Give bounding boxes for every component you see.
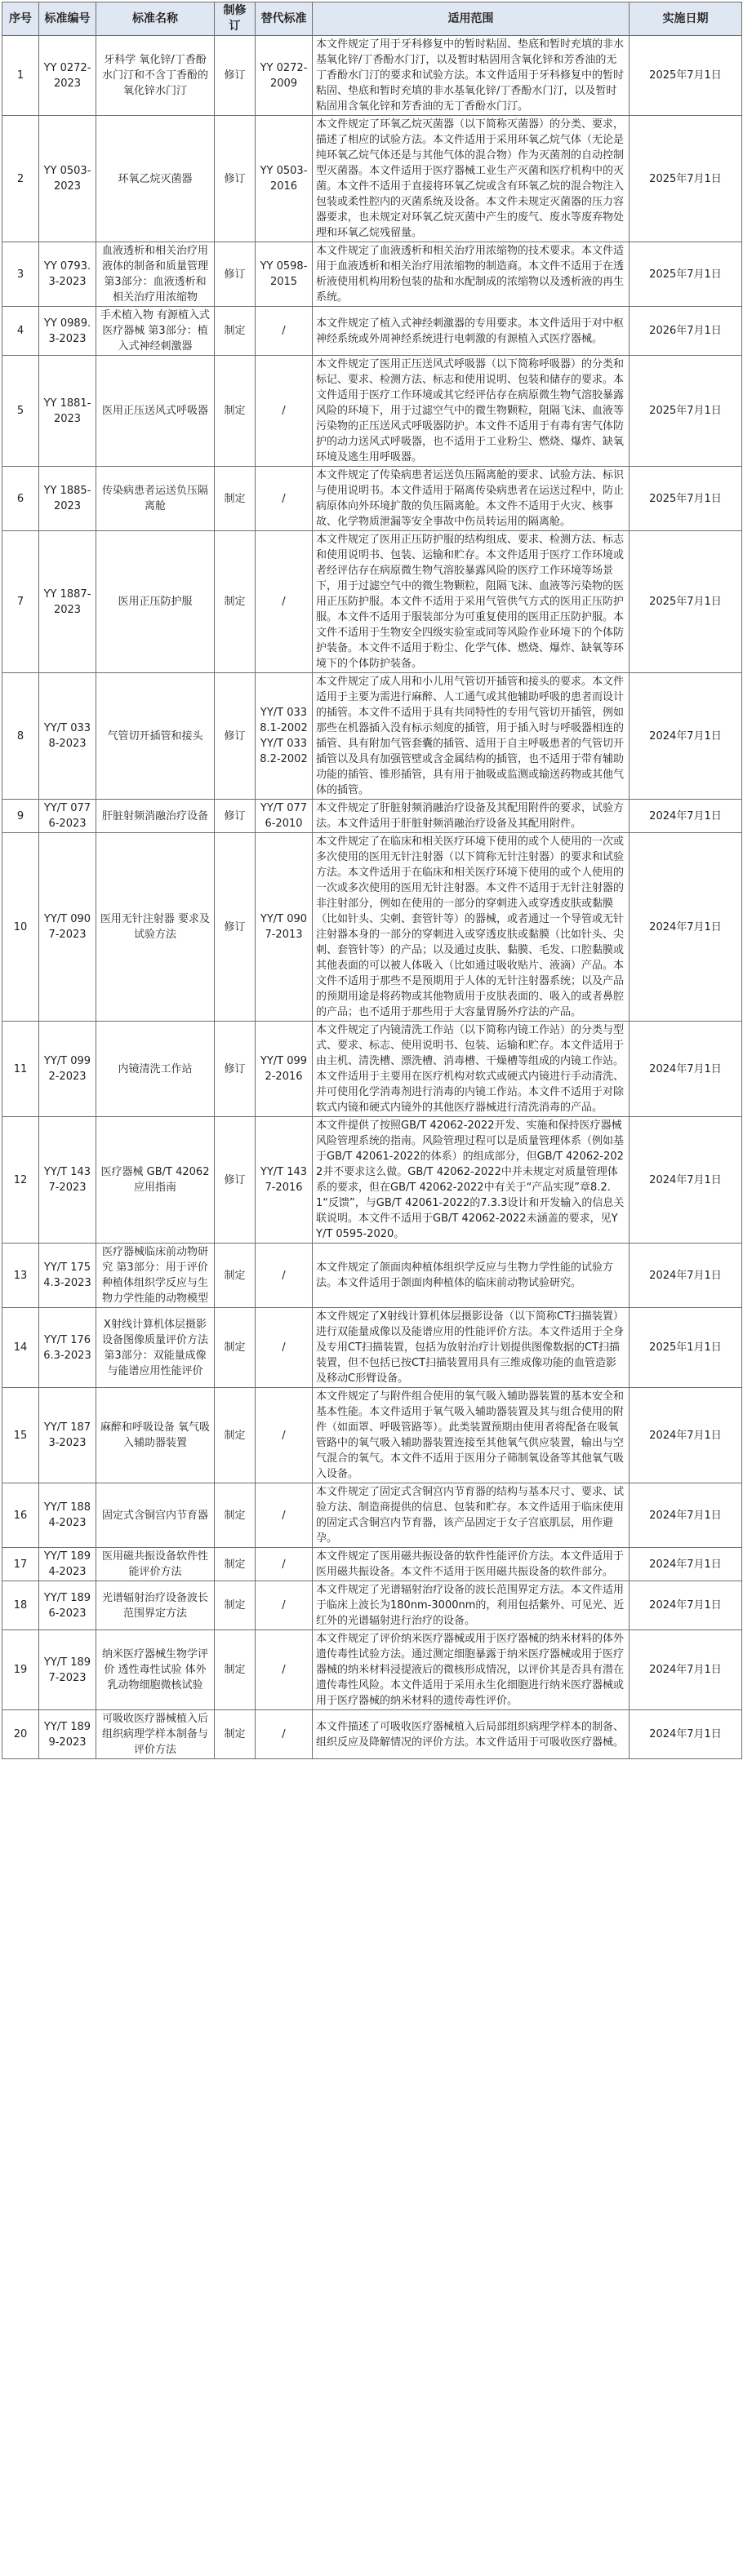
cell-standard-name: 医用正压送风式呼吸器 <box>96 356 215 467</box>
cell-scope: 本文件规定了固定式含铜宫内节育器的结构与基本尺寸、要求、试验方法、制造商提供的信息、包装和贮存。本文件适用于临床使用的固定式含铜宫内节育器，该产品固定于女子宫底肌层，用作避孕。 <box>313 1483 630 1548</box>
cell-index: 11 <box>2 1022 39 1117</box>
cell-standard-code: YY 1887-2023 <box>39 531 96 673</box>
cell-implementation-date: 2026年7月1日 <box>630 307 742 356</box>
cell-standard-name: 固定式含铜宫内节育器 <box>96 1483 215 1548</box>
header-code: 标准编号 <box>39 2 96 36</box>
header-row <box>2 2 742 36</box>
cell-scope: 本文件提供了按照GB/T 42062-2022开发、实施和保持医疗器械风险管理系统的指南。风险管理过程可以是质量管理体系（例如基于GB/T 42061-2022的体系）的组成部分，但GB/T 42062-2022并不要求这么做。GB/T 42062-2022中并未规定对质量管理体系的要求，但在GB/T 42062-2022中有关于“产品实现”章8.2.1“反馈”，与GB/T 42061-2022的7.3.3设计和开发输入的信息关联说明。本文件不适用于GB/T 42062-2022未涵盖的要求，见YY/T 0595-2020。 <box>313 1117 630 1244</box>
cell-standard-name: 血液透析和相关治疗用液体的制备和质量管理 第3部分：血液透析和相关治疗用浓缩物 <box>96 242 215 307</box>
cell-replaced-standard: / <box>256 1710 313 1759</box>
cell-revision-type: 制定 <box>215 356 256 467</box>
cell-index: 20 <box>2 1710 39 1759</box>
table-row <box>2 1483 742 1548</box>
cell-implementation-date: 2024年7月1日 <box>630 833 742 1022</box>
cell-index: 14 <box>2 1308 39 1388</box>
cell-standard-code: YY/T 0338-2023 <box>39 673 96 800</box>
header-name: 标准名称 <box>96 2 215 36</box>
cell-index: 2 <box>2 116 39 242</box>
cell-standard-name: 肝脏射频消融治疗设备 <box>96 800 215 833</box>
table-row <box>2 116 742 242</box>
table-row <box>2 356 742 467</box>
cell-standard-name: 气管切开插管和接头 <box>96 673 215 800</box>
table-row <box>2 1630 742 1710</box>
cell-scope: 本文件规定了X射线计算机体层摄影设备（以下简称CT扫描装置）进行双能量成像以及能谱应用的性能评价方法。本文件适用于全身及专用CT扫描装置，包括为放射治疗计划提供图像数据的CT扫描装置，但不包括已按CT扫描装置用具有三维成像功能的血管造影及移动C形臂设备。 <box>313 1308 630 1388</box>
cell-standard-code: YY/T 1754.3-2023 <box>39 1244 96 1308</box>
table-row <box>2 531 742 673</box>
cell-scope: 本文件规定了光谱辐射治疗设备的波长范围界定方法。本文件适用于临床上波长为180nm-3000nm的，利用包括紫外、可见光、近红外的光谱辐射进行治疗的设备。 <box>313 1581 630 1630</box>
cell-scope: 本文件规定了环氧乙烷灭菌器（以下简称灭菌器）的分类、要求，描述了相应的试验方法。本文件适用于采用环氧乙烷气体（无论是纯环氧乙烷气体还是与其他气体的混合物）作为灭菌剂的自动控制型灭菌器。本文件适用于医疗器械工业生产灭菌和医疗机构中的灭菌。本文件不适用于直接将环氧乙烷或含有环氧乙烷的混合物注入包装或柔性腔内的灭菌系统及设备。本文件未规定灭菌器的压力容器要求，也未规定对环氧乙烷灭菌中产生的废气、废水等废弃物处理和环氧乙烷残留量。 <box>313 116 630 242</box>
cell-replaced-standard: / <box>256 1388 313 1483</box>
cell-index: 18 <box>2 1581 39 1630</box>
cell-replaced-standard: / <box>256 1308 313 1388</box>
cell-standard-code: YY 0503-2023 <box>39 116 96 242</box>
cell-scope: 本文件规定了在临床和相关医疗环境下使用的或个人使用的一次或多次使用的医用无针注射器（以下简称无针注射器）的要求和试验方法。本文件适用于在临床和相关医疗环境下使用的或个人使用的一次或多次使用的医用无针注射器。本文件不适用于无针注射器的非注射部分，例如在使用的一部分的穿刺进入或穿透皮肤或黏膜（比如针头、尖刺、套管针等）的器械，或者通过一个导管或无针注射器本身的一部分的穿刺进入或穿透皮肤或黏膜（比如针头、尖刺、套管针等）的产品；以及通过皮肤、黏膜、毛发、口腔黏膜或其他表面的可以被人体吸入（比如通过吸收贴片、液滴）产品。本文件不适用于那些不是预期用于人体的无针注射器系统；以及产品的预期用途是将药物或其他物质用于皮肤表面的、吸入的或者鼻腔的产品；也不适用于那些用于大容量胃肠外疗法的产品。 <box>313 833 630 1022</box>
cell-replaced-standard: / <box>256 1244 313 1308</box>
cell-scope: 本文件规定了血液透析和相关治疗用浓缩物的技术要求。本文件适用于血液透析和相关治疗用浓缩物的制造商。本文件不适用于在透析液使用机构用粉包装的盐和水配制成的浓缩物以及透析液的再生系统。 <box>313 242 630 307</box>
cell-index: 1 <box>2 36 39 116</box>
cell-scope: 本文件规定了肝脏射频消融治疗设备及其配用附件的要求，试验方法。本文件适用于肝脏射频消融治疗设备及其配用附件。 <box>313 800 630 833</box>
cell-standard-name: 光谱辐射治疗设备波长范围界定方法 <box>96 1581 215 1630</box>
cell-standard-code: YY 0272-2023 <box>39 36 96 116</box>
cell-replaced-standard: YY/T 0907-2013 <box>256 833 313 1022</box>
header-index: 序号 <box>2 2 39 36</box>
cell-index: 4 <box>2 307 39 356</box>
cell-revision-type: 制定 <box>215 531 256 673</box>
cell-implementation-date: 2024年7月1日 <box>630 1244 742 1308</box>
cell-implementation-date: 2024年7月1日 <box>630 1388 742 1483</box>
cell-index: 7 <box>2 531 39 673</box>
cell-revision-type: 制定 <box>215 1388 256 1483</box>
cell-revision-type: 制定 <box>215 1710 256 1759</box>
cell-standard-code: YY 1881-2023 <box>39 356 96 467</box>
cell-standard-name: 牙科学 氧化锌/丁香酚水门汀和不含丁香酚的氧化锌水门汀 <box>96 36 215 116</box>
cell-standard-code: YY/T 0776-2023 <box>39 800 96 833</box>
cell-revision-type: 修订 <box>215 1022 256 1117</box>
cell-implementation-date: 2025年7月1日 <box>630 242 742 307</box>
cell-standard-code: YY 1885-2023 <box>39 467 96 531</box>
cell-standard-code: YY/T 1873-2023 <box>39 1388 96 1483</box>
cell-revision-type: 制定 <box>215 1581 256 1630</box>
cell-revision-type: 制定 <box>215 467 256 531</box>
cell-implementation-date: 2025年7月1日 <box>630 531 742 673</box>
cell-replaced-standard: / <box>256 1548 313 1581</box>
cell-index: 9 <box>2 800 39 833</box>
cell-standard-code: YY/T 1766.3-2023 <box>39 1308 96 1388</box>
cell-scope: 本文件规定了医用正压防护服的结构组成、要求、检测方法、标志和使用说明书、包装、运输和贮存。本文件适用于医疗工作环境或者经评估存在病原微生物气溶胶暴露风险的医疗工作环境等场景下，用于过滤空气中的微生物颗粒，阻隔飞沫、血液等污染物的医用正压防护服。本文件不适用于采用气管供气方式的医用正压防护服。本文件不适用于服装部分为可重复使用的医用正压防护服。本文件不适用于生物安全四级实验室或同等风险作业环境下的个体防护装备。本文件不适用于粉尘、化学气体、燃烧、爆炸、缺氧等环境下的个体防护装备。 <box>313 531 630 673</box>
table-row <box>2 1244 742 1308</box>
cell-standard-code: YY/T 1896-2023 <box>39 1581 96 1630</box>
cell-replaced-standard: YY 0503-2016 <box>256 116 313 242</box>
cell-revision-type: 制定 <box>215 1308 256 1388</box>
cell-implementation-date: 2024年7月1日 <box>630 1710 742 1759</box>
cell-implementation-date: 2025年1月1日 <box>630 1308 742 1388</box>
cell-standard-code: YY/T 0907-2023 <box>39 833 96 1022</box>
table-header <box>2 2 742 36</box>
cell-index: 3 <box>2 242 39 307</box>
cell-revision-type: 修订 <box>215 833 256 1022</box>
table-row <box>2 467 742 531</box>
cell-replaced-standard: YY 0272-2009 <box>256 36 313 116</box>
cell-standard-name: 环氧乙烷灭菌器 <box>96 116 215 242</box>
cell-standard-name: 医用无针注射器 要求及试验方法 <box>96 833 215 1022</box>
cell-standard-name: 传染病患者运送负压隔离舱 <box>96 467 215 531</box>
header-scope: 适用范围 <box>313 2 630 36</box>
cell-scope: 本文件规定了评价纳米医疗器械或用于医疗器械的纳米材料的体外遗传毒性试验方法。通过测定细胞暴露于纳米医疗器械或用于医疗器械的纳米材料浸提液后的微核形成情况，以评价其是否具有潜在遗传毒性风险。本文件适用于采用永生化细胞进行纳米医疗器械或用于医疗器械的纳米材料的遗传毒性评价。 <box>313 1630 630 1710</box>
cell-revision-type: 制定 <box>215 307 256 356</box>
table-row <box>2 1581 742 1630</box>
cell-replaced-standard: YY 0598-2015 <box>256 242 313 307</box>
cell-replaced-standard: YY/T 0338.1-2002 YY/T 0338.2-2002 <box>256 673 313 800</box>
cell-standard-name: 内镜清洗工作站 <box>96 1022 215 1117</box>
table-row <box>2 1022 742 1117</box>
cell-replaced-standard: YY/T 1437-2016 <box>256 1117 313 1244</box>
table-body <box>2 36 742 1759</box>
table-row <box>2 800 742 833</box>
cell-index: 16 <box>2 1483 39 1548</box>
cell-scope: 本文件规定了成人用和小儿用气管切开插管和接头的要求。本文件适用于主要为需进行麻醉、人工通气或其他辅助呼吸的患者而设计的插管。本文件不适用于具有共同特性的专用气管切开插管，例如那些在机器插入没有标示刻度的插管，用于插入时与呼吸器相连的插管、具有附加气管套囊的插管、适用于自主呼吸患者的气管切开插管以及具有加强管壁或含金属结构的插管，也不适用于带有辅助功能的插管、锥形插管，具有用于抽吸或监测或输送药物或其他气体的插管。 <box>313 673 630 800</box>
table-row <box>2 833 742 1022</box>
cell-replaced-standard: / <box>256 1581 313 1630</box>
table-row <box>2 1388 742 1483</box>
cell-standard-code: YY/T 1884-2023 <box>39 1483 96 1548</box>
cell-implementation-date: 2024年7月1日 <box>630 1581 742 1630</box>
cell-implementation-date: 2025年7月1日 <box>630 356 742 467</box>
cell-implementation-date: 2024年7月1日 <box>630 1117 742 1244</box>
table-row <box>2 1710 742 1759</box>
cell-replaced-standard: / <box>256 307 313 356</box>
cell-scope: 本文件规定了传染病患者运送负压隔离舱的要求、试验方法、标识与使用说明书。本文件适用于隔离传染病患者在运送过程中，防止病原体向外环境扩散的负压隔离舱。本文件不适用于火灾、核事故、化学物质泄漏等安全事故中伤员转运用的隔离舱。 <box>313 467 630 531</box>
cell-replaced-standard: YY/T 0776-2010 <box>256 800 313 833</box>
table-row <box>2 673 742 800</box>
cell-scope: 本文件规定了颌面肉种植体组织学反应与生物力学性能的试验方法。本文件适用于颌面肉种植体的临床前动物试验研究。 <box>313 1244 630 1308</box>
table-row <box>2 1308 742 1388</box>
cell-standard-name: X射线计算机体层摄影设备图像质量评价方法 第3部分：双能量成像与能谱应用性能评价 <box>96 1308 215 1388</box>
cell-index: 15 <box>2 1388 39 1483</box>
cell-standard-code: YY/T 1897-2023 <box>39 1630 96 1710</box>
cell-implementation-date: 2024年7月1日 <box>630 1483 742 1548</box>
cell-revision-type: 制定 <box>215 1244 256 1308</box>
cell-standard-name: 医疗器械临床前动物研究 第3部分：用于评价种植体组织学反应与生物力学性能的动物模型 <box>96 1244 215 1308</box>
cell-revision-type: 制定 <box>215 1630 256 1710</box>
cell-index: 8 <box>2 673 39 800</box>
header-type: 制修订 <box>215 2 256 36</box>
cell-replaced-standard: / <box>256 467 313 531</box>
cell-index: 5 <box>2 356 39 467</box>
cell-scope: 本文件描述了可吸收医疗器械植入后局部组织病理学样本的制备、组织反应及降解情况的评价方法。本文件适用于可吸收医疗器械。 <box>313 1710 630 1759</box>
cell-implementation-date: 2024年7月1日 <box>630 1022 742 1117</box>
cell-implementation-date: 2024年7月1日 <box>630 800 742 833</box>
cell-revision-type: 修订 <box>215 673 256 800</box>
cell-scope: 本文件规定了植入式神经刺激器的专用要求。本文件适用于对中枢神经系统或外周神经系统进行电刺激的有源植入式医疗器械。 <box>313 307 630 356</box>
cell-scope: 本文件规定了医用正压送风式呼吸器（以下简称呼吸器）的分类和标记、要求、检测方法、标志和使用说明、包装和储存的要求。本文件适用于医疗工作环境或其它经评估存在病原微生物气溶胶暴露风险的环境下，用于过滤空气中的微生物颗粒，阻隔飞沫、血液等污染物的正压送风式呼吸器防护。本文件不适用于有毒有害气体防护的动力送风式呼吸器，也不适用于工业粉尘、燃烧、爆炸、缺氧环境及逃生用呼吸器。 <box>313 356 630 467</box>
cell-scope: 本文件规定了医用磁共振设备的软件性能评价方法。本文件适用于医用磁共振设备。本文件不适用于医用磁共振设备的软件部分。 <box>313 1548 630 1581</box>
cell-revision-type: 修订 <box>215 36 256 116</box>
cell-index: 12 <box>2 1117 39 1244</box>
cell-revision-type: 制定 <box>215 1548 256 1581</box>
cell-standard-name: 麻醉和呼吸设备 氧气吸入辅助器装置 <box>96 1388 215 1483</box>
standards-table <box>2 2 742 1759</box>
cell-standard-code: YY/T 1899-2023 <box>39 1710 96 1759</box>
cell-revision-type: 修订 <box>215 242 256 307</box>
cell-index: 13 <box>2 1244 39 1308</box>
cell-revision-type: 修订 <box>215 116 256 242</box>
cell-index: 19 <box>2 1630 39 1710</box>
cell-implementation-date: 2024年7月1日 <box>630 673 742 800</box>
table-row <box>2 1548 742 1581</box>
cell-standard-code: YY/T 0992-2023 <box>39 1022 96 1117</box>
cell-index: 17 <box>2 1548 39 1581</box>
cell-standard-code: YY 0989.3-2023 <box>39 307 96 356</box>
cell-standard-name: 手术植入物 有源植入式医疗器械 第3部分：植入式神经刺激器 <box>96 307 215 356</box>
cell-standard-name: 医用磁共振设备软件性能评价方法 <box>96 1548 215 1581</box>
cell-standard-code: YY 0793.3-2023 <box>39 242 96 307</box>
table-row <box>2 36 742 116</box>
cell-revision-type: 修订 <box>215 1117 256 1244</box>
table-row <box>2 242 742 307</box>
cell-scope: 本文件规定了内镜清洗工作站（以下简称内镜工作站）的分类与型式、要求、标志、使用说明书、包装、运输和贮存。本文件适用于由主机、清洗槽、漂洗槽、消毒槽、干燥槽等组成的内镜工作站。本文件适用于主要用在医疗机构对软式或硬式内镜进行手动清洗、并可使用化学消毒剂进行消毒的内镜工作站。本文件不适用于对除软式内镜和硬式内镜外的其他医疗器械进行清洗消毒的产品。 <box>313 1022 630 1117</box>
cell-standard-name: 纳米医疗器械生物学评价 透性毒性试验 体外乳动物细胞微核试验 <box>96 1630 215 1710</box>
cell-scope: 本文件规定了与附件组合使用的氧气吸入辅助器装置的基本安全和基本性能。本文件适用于氧气吸入辅助器装置及其与组合使用的附件（如面罩、呼吸管路等）。此类装置预期由使用者将配备在吸氧管路中的氧气吸入辅助器装置连接至其他氧气供应装置，输出与空气混合的氧气。本文件不适用于医用分子筛制氧设备等其他氧气吸入设备。 <box>313 1388 630 1483</box>
cell-standard-code: YY/T 1894-2023 <box>39 1548 96 1581</box>
cell-index: 10 <box>2 833 39 1022</box>
cell-revision-type: 修订 <box>215 800 256 833</box>
cell-standard-name: 医用正压防护服 <box>96 531 215 673</box>
cell-implementation-date: 2025年7月1日 <box>630 36 742 116</box>
cell-replaced-standard: YY/T 0992-2016 <box>256 1022 313 1117</box>
cell-standard-code: YY/T 1437-2023 <box>39 1117 96 1244</box>
cell-implementation-date: 2024年7月1日 <box>630 1548 742 1581</box>
cell-replaced-standard: / <box>256 531 313 673</box>
cell-index: 6 <box>2 467 39 531</box>
table-row <box>2 1117 742 1244</box>
cell-replaced-standard: / <box>256 1630 313 1710</box>
cell-replaced-standard: / <box>256 1483 313 1548</box>
cell-implementation-date: 2025年7月1日 <box>630 467 742 531</box>
table-row <box>2 307 742 356</box>
cell-implementation-date: 2024年7月1日 <box>630 1630 742 1710</box>
cell-standard-name: 可吸收医疗器械植入后组织病理学样本制备与评价方法 <box>96 1710 215 1759</box>
cell-scope: 本文件规定了用于牙科修复中的暂时粘固、垫底和暂时充填的非水基氧化锌/丁香酚水门汀，以及暂时粘固用含氧化锌和芳香油的无丁香酚水门汀的要求和试验方法。本文件适用于牙科修复中的暂时粘固、垫底和暂时充填的非水基氧化锌/丁香酚水门汀，以及暂时粘固用含氧化锌和芳香油的无丁香酚水门汀。 <box>313 36 630 116</box>
cell-replaced-standard: / <box>256 356 313 467</box>
cell-standard-name: 医疗器械 GB/T 42062应用指南 <box>96 1117 215 1244</box>
cell-implementation-date: 2025年7月1日 <box>630 116 742 242</box>
header-replaces: 替代标准 <box>256 2 313 36</box>
cell-revision-type: 制定 <box>215 1483 256 1548</box>
header-date: 实施日期 <box>630 2 742 36</box>
